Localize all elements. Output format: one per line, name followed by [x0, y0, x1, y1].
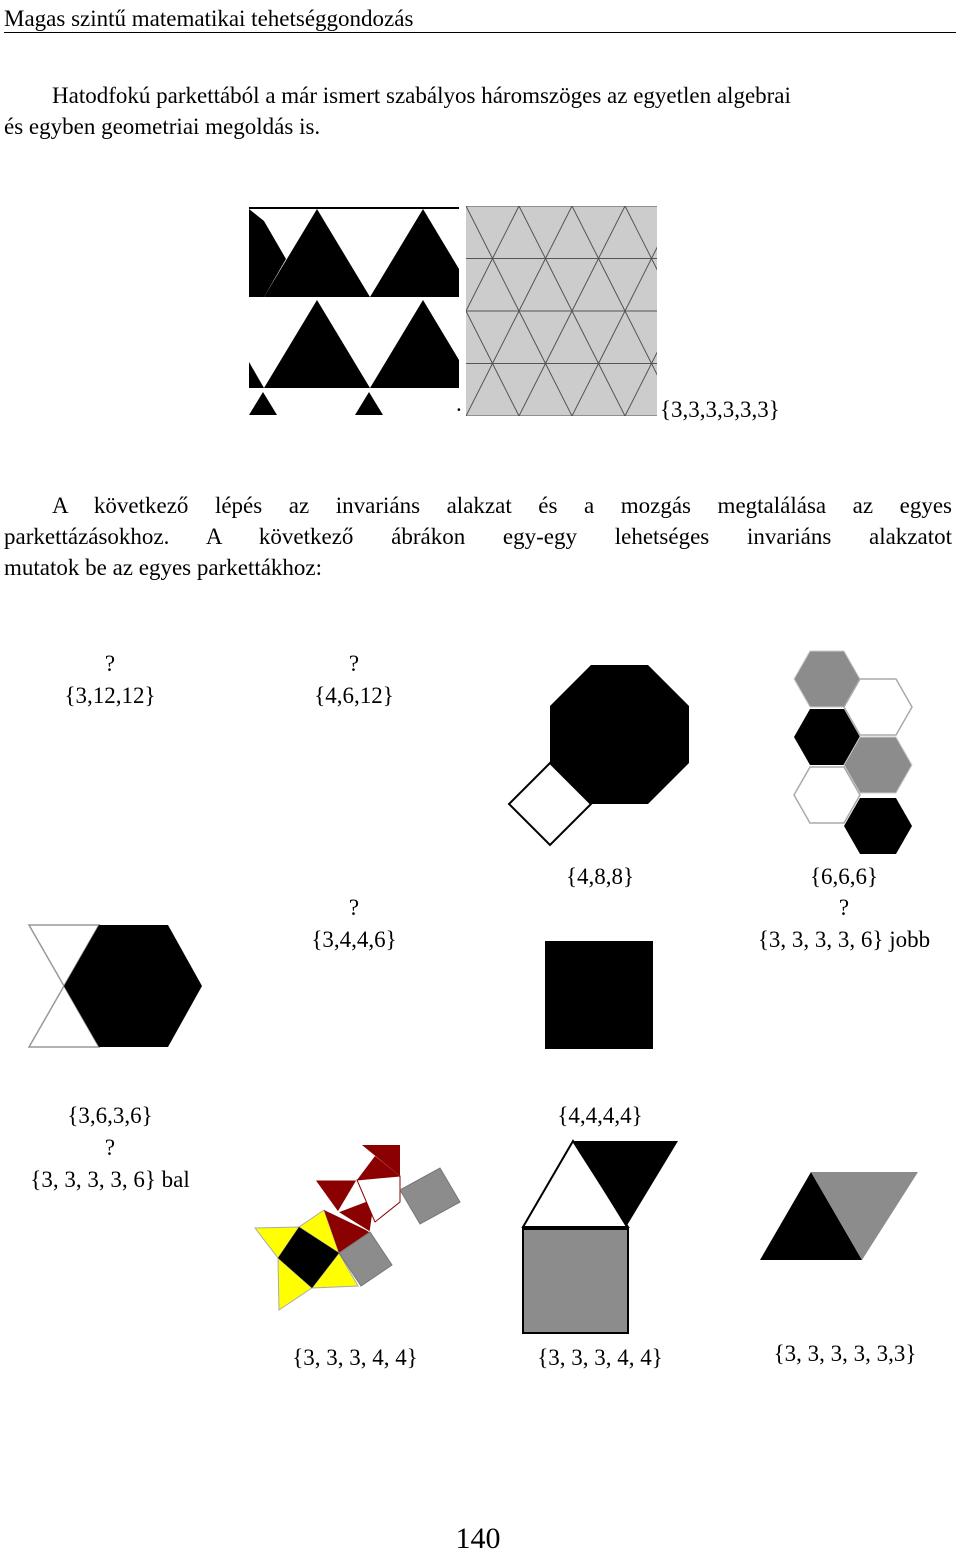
top-figure-label: {3,3,3,3,3,3} — [660, 397, 780, 422]
intro-line-2: és egyben geometriai megoldás is. — [4, 114, 321, 139]
tiling-label: {3, 3, 3, 4, 4} — [292, 1345, 418, 1370]
header-title: Magas szintű matematikai tehetséggondozás — [4, 6, 414, 31]
tiling-question-mark: ? — [104, 1135, 116, 1160]
body-paragraph — [4, 490, 952, 583]
intro-line-1: Hatodfokú parkettából a már ismert szabályos háromszöges az egyetlen algebrai — [52, 83, 791, 108]
tiling-label: {3, 3, 3, 4, 4} — [537, 1345, 663, 1370]
body-line-1: A következő lépés az invariáns alakzat és a mozgás megtalálása az egyes — [52, 493, 952, 518]
two-triangle-figure — [756, 1166, 921, 1262]
square-figure — [545, 941, 653, 1049]
hexagon-tiling-figure — [790, 648, 920, 858]
tiling-label: {3,4,4,6} — [311, 927, 397, 952]
running-header — [4, 4, 956, 33]
tiling-label: {4,6,12} — [314, 683, 394, 708]
tiling-label: {3,12,12} — [64, 683, 156, 708]
tiling-label: {4,4,4,4} — [557, 1103, 643, 1128]
intro-paragraph — [4, 80, 952, 142]
body-line-2: parkettázásokhoz. A következő ábrákon egy-egy lehetséges invariáns alakzatot — [4, 524, 952, 549]
page-number: 140 — [455, 1522, 501, 1555]
tiling-label: {6,6,6} — [809, 864, 879, 889]
tiling-question-mark: ? — [348, 651, 360, 676]
black-triangle-tiling-figure — [249, 207, 459, 416]
hexagon-triangle-figure — [26, 922, 206, 1050]
tiling-label: {3,6,3,6} — [67, 1103, 153, 1128]
tiling-label: {3, 3, 3, 3, 3,3} — [773, 1341, 917, 1366]
tiling-label: {4,8,8} — [565, 864, 635, 889]
tiling-question-mark: ? — [838, 895, 850, 920]
body-line-3: mutatok be az egyes parkettákhoz: — [4, 555, 323, 580]
figure-dot: . — [456, 391, 462, 416]
triangular-lattice-figure — [466, 206, 657, 416]
octagon-square-figure — [505, 660, 695, 845]
tiling-question-mark: ? — [348, 895, 360, 920]
tiling-question-mark: ? — [104, 651, 116, 676]
tiling-label: {3, 3, 3, 3, 6} jobb — [757, 927, 931, 952]
tiling-label: {3, 3, 3, 3, 6} bal — [30, 1167, 190, 1192]
colored-triangle-square-figure — [250, 1140, 465, 1315]
triangle-square-figure — [518, 1137, 681, 1335]
